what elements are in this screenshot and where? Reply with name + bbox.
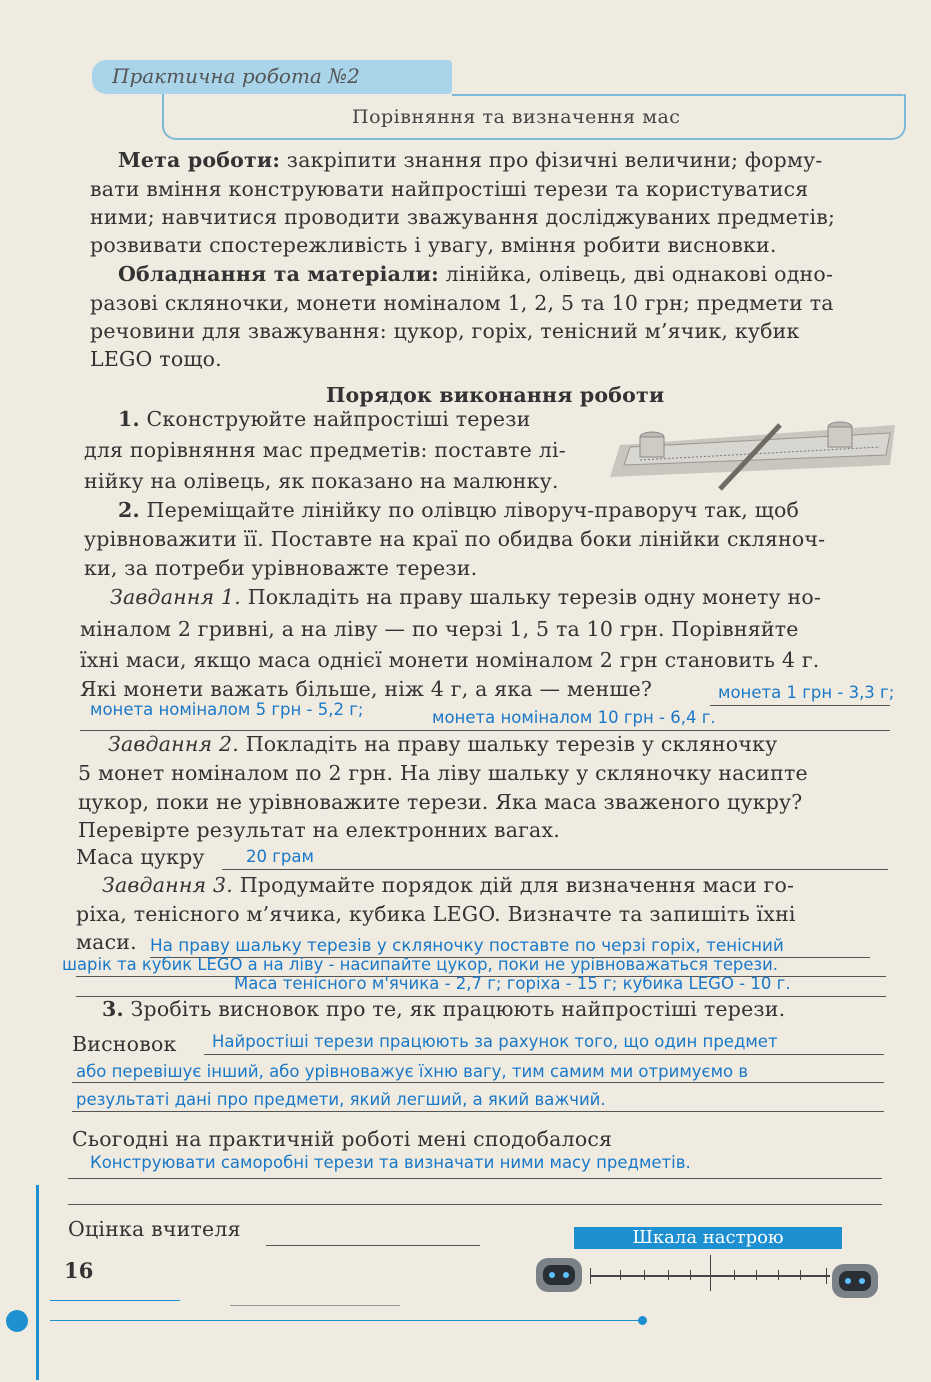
step2-line-2: урівноважити її. Поставте на краї по обидва боки лінійки скляноч- <box>84 527 826 551</box>
goal-line-3: ними; навчитися проводити зважування досліджуваних предметів; <box>90 205 836 229</box>
mood-tick <box>734 1270 735 1280</box>
step2-line-3: ки, за потреби урівноважте терези. <box>84 556 478 580</box>
goal-lead: Мета роботи: <box>118 148 281 172</box>
sugar-mass-answer: 20 грам <box>246 847 314 866</box>
mood-tick <box>644 1270 645 1280</box>
task3-line-3: маси. <box>76 930 137 954</box>
task1-line-3: їхні маси, якщо маса однієї монети номіналом 2 грн становить 4 г. <box>80 648 820 672</box>
task1-answer-line-2 <box>80 730 890 731</box>
goal-line-2: вати вміння конструювати найпростіші терези та користуватися <box>90 177 809 201</box>
goal-line-1: Мета роботи: закріпити знання про фізичні величини; форму- <box>118 148 823 172</box>
conclusion-label: Висновок <box>72 1032 177 1056</box>
mood-tick <box>620 1270 621 1280</box>
practical-work-label: Практична робота №2 <box>112 64 360 88</box>
liked-line-1 <box>68 1178 882 1179</box>
procedure-title: Порядок виконання роботи <box>326 383 665 407</box>
mood-tick <box>778 1270 779 1280</box>
happy-robot-icon <box>832 1264 878 1298</box>
task3-answer-3: Маса тенісного м'ячика - 2,7 г; горіха - 15 г; кубика LEGO - 10 г. <box>234 974 791 993</box>
mood-tick <box>826 1268 827 1284</box>
sugar-mass-label: Маса цукру <box>76 845 205 869</box>
teacher-grade-line <box>266 1245 480 1246</box>
teacher-grade-label: Оцінка вчителя <box>68 1217 241 1241</box>
step3-line: 3. Зробіть висновок про те, як працюють найпростіші терези. <box>102 997 786 1021</box>
conclusion-line-1 <box>204 1054 884 1055</box>
page-number: 16 <box>64 1258 94 1283</box>
mood-tick <box>668 1270 669 1280</box>
liked-label: Сьогодні на практичній роботі мені сподобалося <box>72 1127 613 1151</box>
work-subtitle: Порівняння та визначення мас <box>352 106 681 128</box>
task2-line-2: 5 монет номіналом по 2 грн. На ліву шальку у скляночку насипте <box>78 761 808 785</box>
equipment-line-2: разові скляночки, монети номіналом 1, 2, 5 та 10 грн; предмети та <box>90 291 834 315</box>
step1-line-2: для порівняння мас предметів: поставте лі- <box>84 438 566 462</box>
liked-line-2 <box>68 1204 882 1205</box>
practical-work-tab <box>92 60 452 94</box>
subtitle-frame-top <box>452 94 904 96</box>
task1-answer-b: монета номіналом 5 грн - 5,2 г; <box>90 700 364 719</box>
footer-rule <box>50 1300 180 1301</box>
right-cup-body <box>828 427 852 447</box>
task1-answer-line-1 <box>710 705 890 706</box>
left-cup-body <box>640 437 664 457</box>
equipment-line-3: речовини для зважування: цукор, горіх, тенісний м’ячик, кубик <box>90 319 800 343</box>
mood-tick <box>800 1270 801 1280</box>
step1-line-3: нійку на олівець, як показано на малюнку. <box>84 469 559 493</box>
footer-rule <box>50 1320 640 1321</box>
mood-scale-label: Шкала настрою <box>574 1227 842 1249</box>
task2-line-3: цукор, поки не урівноважите терези. Яка маса зваженого цукру? <box>78 790 803 814</box>
sugar-mass-line <box>222 869 888 870</box>
task3-line-2: ріха, тенісного м’ячика, кубика LEGO. Визначте та запишіть їхні <box>76 902 796 926</box>
task1-line-4: Які монети важать більше, ніж 4 г, а яка — менше? <box>80 677 653 701</box>
task1-line-2: міналом 2 гривні, а на ліву — по черзі 1, 5 та 10 грн. Порівняйте <box>80 617 799 641</box>
equipment-line-4: LEGO тощо. <box>90 347 222 371</box>
mood-tick <box>756 1270 757 1280</box>
task2-line-1: Завдання 2. Покладіть на праву шальку терезів у скляночку <box>108 732 778 756</box>
equipment-lead: Обладнання та матеріали: <box>118 262 439 286</box>
task2-line-4: Перевірте результат на електронних вагах. <box>78 818 560 842</box>
mood-tick-center <box>710 1255 711 1291</box>
mood-tick <box>690 1270 691 1280</box>
task3-answer-1: На праву шальку терезів у скляночку поставте по черзі горіх, тенісний <box>150 935 784 955</box>
equipment-line-1: Обладнання та матеріали: лінійка, олівець, дві однакові одно- <box>118 262 834 286</box>
task3-answer-2: шарік та кубик LEGO а на ліву - насипайте цукор, поки не урівноважаться терези. <box>62 955 779 974</box>
sad-robot-icon <box>536 1258 582 1292</box>
task3-line-1: Завдання 3. Продумайте порядок дій для визначення маси го- <box>102 873 795 897</box>
liked-answer: Конструювати саморобні терези та визначати ними масу предметів. <box>90 1153 691 1172</box>
margin-bar <box>36 1185 39 1380</box>
corner-dot <box>6 1310 28 1332</box>
conclusion-answer-3: результаті дані про предмети, який легший, а який важчий. <box>76 1090 606 1109</box>
footer-rule-gray <box>230 1305 400 1306</box>
task1-answer-c: монета номіналом 10 грн - 6,4 г. <box>432 708 716 727</box>
step2-line-1: 2. Переміщайте лінійку по олівцю ліворуч-праворуч так, щоб <box>118 498 800 522</box>
conclusion-line-2 <box>72 1082 884 1083</box>
task1-line-1: Завдання 1. Покладіть на праву шальку терезів одну монету но- <box>110 585 822 609</box>
ruler-on-pencil-illustration <box>600 415 900 495</box>
conclusion-answer-1: Найростіші терези працюють за рахунок того, що один предмет <box>212 1032 778 1051</box>
task1-answer-a: монета 1 грн - 3,3 г; <box>718 683 895 702</box>
step1-line-1: 1. Сконструюйте найпростіші терези <box>118 407 531 431</box>
mood-tick <box>590 1268 591 1284</box>
conclusion-line-3 <box>72 1111 884 1112</box>
goal-line-4: розвивати спостережливість і увагу, вміння робити висновки. <box>90 233 777 257</box>
conclusion-answer-2: або перевішує інший, або урівноважує їхню вагу, тим самим ми отримуємо в <box>76 1062 749 1081</box>
